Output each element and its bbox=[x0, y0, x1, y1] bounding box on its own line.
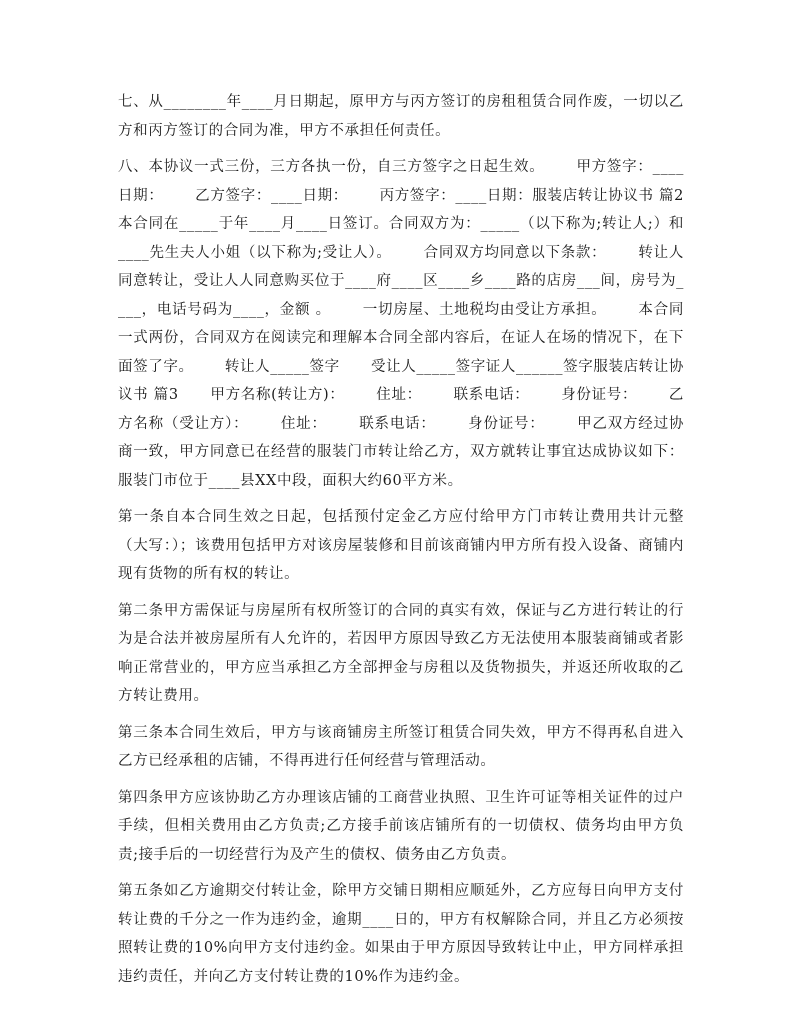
clause-eight-and-contract-text-paragraph: 八、本协议一式三份，三方各执一份，自三方签字之日起生效。 甲方签字：____日期： 乙方签字：____日期： 丙方签字：____日期：服装店转让协议书 篇2 本合同在_____于年____月____日签订。合同双方为：_____（以下称为;转让人;）和____先生夫人小姐（以下称为;受让人）。 合同双方均同意以下条款： 转让人同意转让，受让人人同意购买位于____府____区____乡____路的店房___间，房号为____，电话号码为____，金额 。 一切房屋、土地税均由受让方承担。 本合同一式两份，合同双方在阅读完和理解本合同全部内容后，在证人在场的情况下，在下面签了字。 转让人_____签字 受让人_____签字证人______签字服装店转让协议书 篇3 甲方名称(转让方)： 住址： 联系电话： 身份证号： 乙方名称（受让方）： 住址： 联系电话： 身份证号： 甲乙双方经过协商一致，甲方同意已在经营的服装门市转让给乙方，双方就转让事宜达成协议如下： 服装门市位于____县XX中段，面积大约60平方米。 bbox=[118, 159, 716, 489]
article-three-paragraph: 第三条本合同生效后，甲方与该商铺房主所签订租赁合同失效，甲方不得再私自进入乙方已经承租的店铺，不得再进行任何经营与管理活动。 bbox=[118, 724, 684, 769]
document-page bbox=[118, 88, 716, 999]
article-two-paragraph: 第二条甲方需保证与房屋所有权所签订的合同的真实有效，保证与乙方进行转让的行为是合法并被房屋所有人允许的，若因甲方原因导致乙方无法使用本服装商铺或者影响正常营业的，甲方应当承担乙方全部押金与房租以及货物损失，并返还所收取的乙方转让费用。 bbox=[118, 602, 684, 704]
article-four-paragraph: 第四条甲方应该协助乙方办理该店铺的工商营业执照、卫生许可证等相关证件的过户手续，但相关费用由乙方负责;乙方接手前该店铺所有的一切债权、债务均由甲方负责;接手后的一切经营行为及产生的债权、债务由乙方负责。 bbox=[118, 789, 684, 863]
clause-seven-paragraph: 七、从________年____月日期起，原甲方与丙方签订的房租租赁合同作废，一切以乙方和丙方签订的合同为准，甲方不承担任何责任。 bbox=[118, 94, 684, 139]
article-one-paragraph: 第一条自本合同生效之日起，包括预付定金乙方应付给甲方门市转让费用共计元整（大写：）；该费用包括甲方对该房屋装修和目前该商铺内甲方所有投入设备、商铺内现有货物的所有权的转让。 bbox=[118, 509, 684, 582]
article-five-paragraph: 第五条如乙方逾期交付转让金，除甲方交铺日期相应顺延外，乙方应每日向甲方支付转让费的千分之一作为违约金，逾期____日的，甲方有权解除合同，并且乙方必须按照转让费的10%向甲方支付违约金。如果由于甲方原因导致转让中止，甲方同样承担违约责任，并向乙方支付转让费的10%作为违约金。 bbox=[118, 883, 684, 985]
